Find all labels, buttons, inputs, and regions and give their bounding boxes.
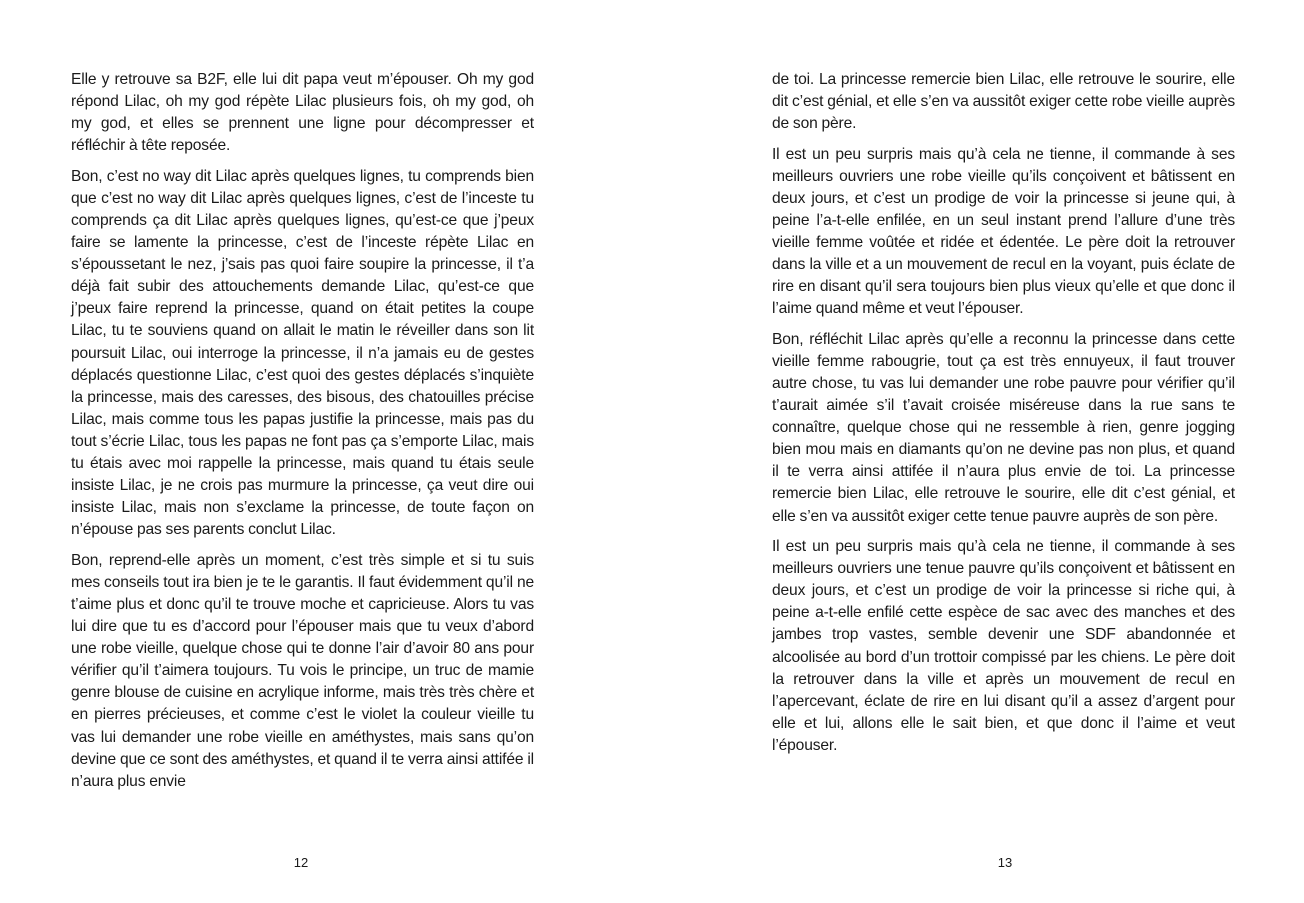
left-page-body-text	[71, 69, 534, 801]
right-page	[652, 0, 1304, 903]
page-number: 13	[997, 855, 1013, 870]
paragraph: Il est un peu surpris mais qu’à cela ne tienne, il commande à ses meilleurs ouvriers une robe vieille qu’ils conçoivent et bâtissent en deux jours, et c’est un prodige de voir la princesse si jeune qui, à peine l’a-t-elle enfilée, en un seul instant prend l’allure d’une très vieille femme voûtée et ridée et édentée. Le père doit la retrouver dans la ville et a un mouvement de recul en la voyant, puis éclate de rire en disant qu’il sera toujours bien plus vieux qu’elle et que donc il l’aime quand même et veut l’épouser.	[772, 145, 1235, 318]
paragraph: Il est un peu surpris mais qu’à cela ne tienne, il commande à ses meilleurs ouvriers une tenue pauvre qu’ils conçoivent et bâtissent en deux jours, et c’est un prodige de voir la princesse si riche qui, à peine a-t-elle enfilé cette espèce de sac avec des manches et des jambes trop vastes, semble devenir une SDF abandonnée et alcoolisée au bord d’un trottoir compissé par les chiens. Le père doit la retrouver dans la ville et après un mouvement de recul en l’apercevant, éclate de rire en lui disant qu’il a assez d’argent pour elle et lui, allons elle le sait bien, et que donc il l’aime et veut l’épouser.	[772, 538, 1235, 754]
paragraph: Bon, réfléchit Lilac après qu’elle a reconnu la princesse dans cette vieille femme rabougrie, tout ça est très ennuyeux, il faut trouver autre chose, tu vas lui demander une robe pauvre pour vérifier qu’il t’aurait aimée s’il t’avait croisée miséreuse dans la rue sans te connaître, quelque chose qui ne ressemble à rien, genre jogging bien mou mais en diamants qu’on ne devine pas non plus, et quand il te verra ainsi attifée il n’aura plus envie de toi. La princesse remercie bien Lilac, elle retrouve le sourire, elle dit c’est génial, et elle s’en va aussitôt exiger cette tenue pauvre auprès de son père.	[772, 330, 1235, 525]
page-number: 12	[293, 855, 309, 870]
right-page-body-text	[772, 69, 1235, 765]
paragraph: Bon, reprend-elle après un moment, c’est très simple et si tu suis mes conseils tout ira bien je te le garantis. Il faut évidemment qu’il ne t’aime plus et donc qu’il te trouve moche et capricieuse. Alors tu vas lui dire que tu es d’accord pour l’épouser mais que tu veux d’abord une robe vieille, quelque chose qui te donne l’air d’avoir 80 ans pour vérifier qu’il t’aimera toujours. Tu vois le principe, un truc de mamie genre blouse de cuisine en acrylique informe, mais très très chère et en pierres précieuses, et comme c’est le violet la couleur vieille tu vas lui demander une robe vieille en améthystes, mais sans qu’on devine que ce sont des améthystes, et quand il te verra ainsi attifée il n’aura plus envie	[71, 551, 534, 790]
paragraph: Elle y retrouve sa B2F, elle lui dit papa veut m’épouser. Oh my god répond Lilac, oh my god répète Lilac plusieurs fois, oh my god, oh my god, et elles se prennent une ligne pour décompresser et réfléchir à tête reposée.	[71, 71, 534, 155]
paragraph: Bon, c’est no way dit Lilac après quelques lignes, tu comprends bien que c’est no way dit Lilac après quelques lignes, c’est de l’inceste tu comprends ça dit Lilac après quelques lignes, qu’est-ce que j’peux faire se lamente la princesse, c’est de l’inceste répète Lilac en s’époussetant le nez, j’sais pas quoi faire soupire la princesse, il t’a déjà fait subir des attouchements demande Lilac, qu’est-ce que j’peux faire reprend la princesse, quand on était petites la coupe Lilac, tu te souviens quand on allait le matin le réveiller dans son lit poursuit Lilac, oui interroge la princesse, il n’a jamais eu de gestes déplacés questionne Lilac, c’est quoi des gestes déplacés s’inquiète la princesse, mais des caresses, des bisous, des chatouilles précise Lilac, mais comme tous les papas justifie la princesse, mais pas du tout s’écrie Lilac, tous les papas ne font pas ça s’emporte Lilac, mais tu étais avec moi rappelle la princesse, mais quand tu étais seule insiste Lilac, je ne crois pas murmure la princesse, ça veut dire oui insiste Lilac, mais non s’exclame la princesse, de toute façon on n’épouse pas ses parents conclut Lilac.	[71, 167, 534, 539]
paragraph: de toi. La princesse remercie bien Lilac, elle retrouve le sourire, elle dit c’est génial, et elle s’en va aussitôt exiger cette robe vieille auprès de son père.	[772, 71, 1235, 133]
